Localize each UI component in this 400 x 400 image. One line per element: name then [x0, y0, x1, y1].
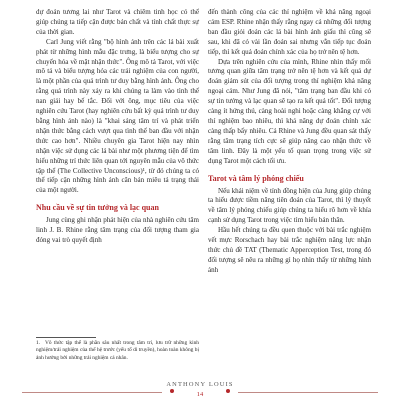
paragraph: đến thành công của các thí nghiệm về khả năng ngoại cảm ESP. Rhine nhận thấy rằng ngay cả những đối tượng ban đầu giỏi đoán các lá bài hình ảnh giấu thì cũng sẽ sau, khi đã có vài lần đoán sai nhưng vẫn tiếp tục đoán tiếp, thì kết quả đoán chính xác của họ trở nên tệ hơn.	[208, 8, 371, 56]
paragraph: dự đoán tương lai như Tarot và chiêm tinh học có thể giúp chúng ta tiếp cận được bản chất và tính chất thực sự của thời gian.	[36, 8, 199, 36]
left-column	[36, 8, 199, 246]
running-footer-author: ANTHONY LOUIS	[166, 381, 234, 388]
paragraph: Hầu hết chúng ta đều quen thuộc với bài trắc nghiệm vết mực Rorschach hay bài trắc nghiệm năng lực nhận thức chủ đề TAT (Thematic Apperception Test, trong đó đối tượng sẽ nêu ra những gì họ nhìn thấy từ những hình ảnh	[208, 226, 371, 274]
footnote-number: 1.	[36, 340, 41, 346]
right-column	[208, 8, 371, 276]
footnote	[36, 340, 199, 362]
paragraph: Jung cùng ghi nhận phát hiện của nhà nghiên cứu tâm linh J. B. Rhine rằng tâm trạng của đối tượng tham gia đóng vai trò quyết định	[36, 216, 199, 245]
paragraph: Carl Jung viết rằng "bộ hình ảnh trên các lá bài xuất phát từ những hình mẫu đặc trưng, là biểu tượng cho sự chuyển hóa về mặt nhận thức". Ông mô tả Tarot, với việc mô tả và biểu tượng hóa các trải nghiệm của con người, là một phần của quá trình tư duy bằng hình ảnh. Ông cho rằng quá trình này xảy ra khi chúng ta làm vào tình thế nan giải hay bế tắc. Đối với ông, mục tiêu của việc nghiên cứu Tarot (hay nghiên cứu bất kỳ quá trình tư duy bằng hình ảnh nào) là "khai sáng tâm trí và phát triển nhận thức bằng cách vượt qua tình thế ban đầu với nhận thức cao hơn". Nhiều chuyên gia Tarot hiện nay nhìn nhận việc sử dụng các lá bài như một phương tiện để tìm hiểu những trí thức liên quan tới nguyên mẫu của vô thức tập thể (The Collective Unconscious)¹, từ đó chúng ta có thể tiếp cận những hình ảnh căn bản miêu tả trạng thái của một người.	[36, 37, 199, 195]
section-heading: Nhu cầu về sự tin tưởng và lạc quan	[36, 203, 159, 213]
paragraph: Dựa trên nghiên cứu của mình, Rhine nhìn thấy mối tương quan giữa tâm trạng trở nên tệ hơn và kết quả dự đoán giảm sút của đối tượng trong thí nghiệm khả năng ngoại cảm. Như Jung đã nói, "tâm trạng ban đầu khi có sự tin tưởng và lạc quan sẽ tạo ra kết quả tốt". Đối tượng càng ít hứng thú, càng hoài nghi hoặc càng khẳng cự với thí nghiệm bao nhiêu, thì khả năng dự đoán chính xác càng thấp bấy nhiêu. Cả Rhine và Jung đều quan sát thấy rằng tâm trạng tích cực sẽ giúp nâng cao nhận thức về tâm linh. Đây là một yếu tố quan trọng trong việc sử dụng Tarot một cách tối ưu.	[208, 57, 371, 165]
footnote-text: Vô thức tập thể là phần sâu nhất trong tâm trí, lưu trữ những kinh nghiệm/trải nghiệm của thế hệ trước (yếu tố di truyền), hoàn toàn không bị ảnh hưởng bởi những trải nghiệm cá nhân.	[36, 340, 199, 361]
footnote-divider	[36, 337, 96, 338]
section-heading: Tarot và tâm lý phóng chiếu	[208, 173, 304, 183]
paragraph: Nếu khái niệm về tính đồng hiện của Jung giúp chúng ta hiểu được tiềm năng tiên đoán của Tarot, thì lý thuyết về tâm lý phóng chiếu giúp chúng ta hiểu rõ hơn về khía cạnh sử dụng Tarot trong việc tìm hiểu bản thân.	[208, 186, 371, 225]
page-number: 14	[196, 391, 204, 398]
